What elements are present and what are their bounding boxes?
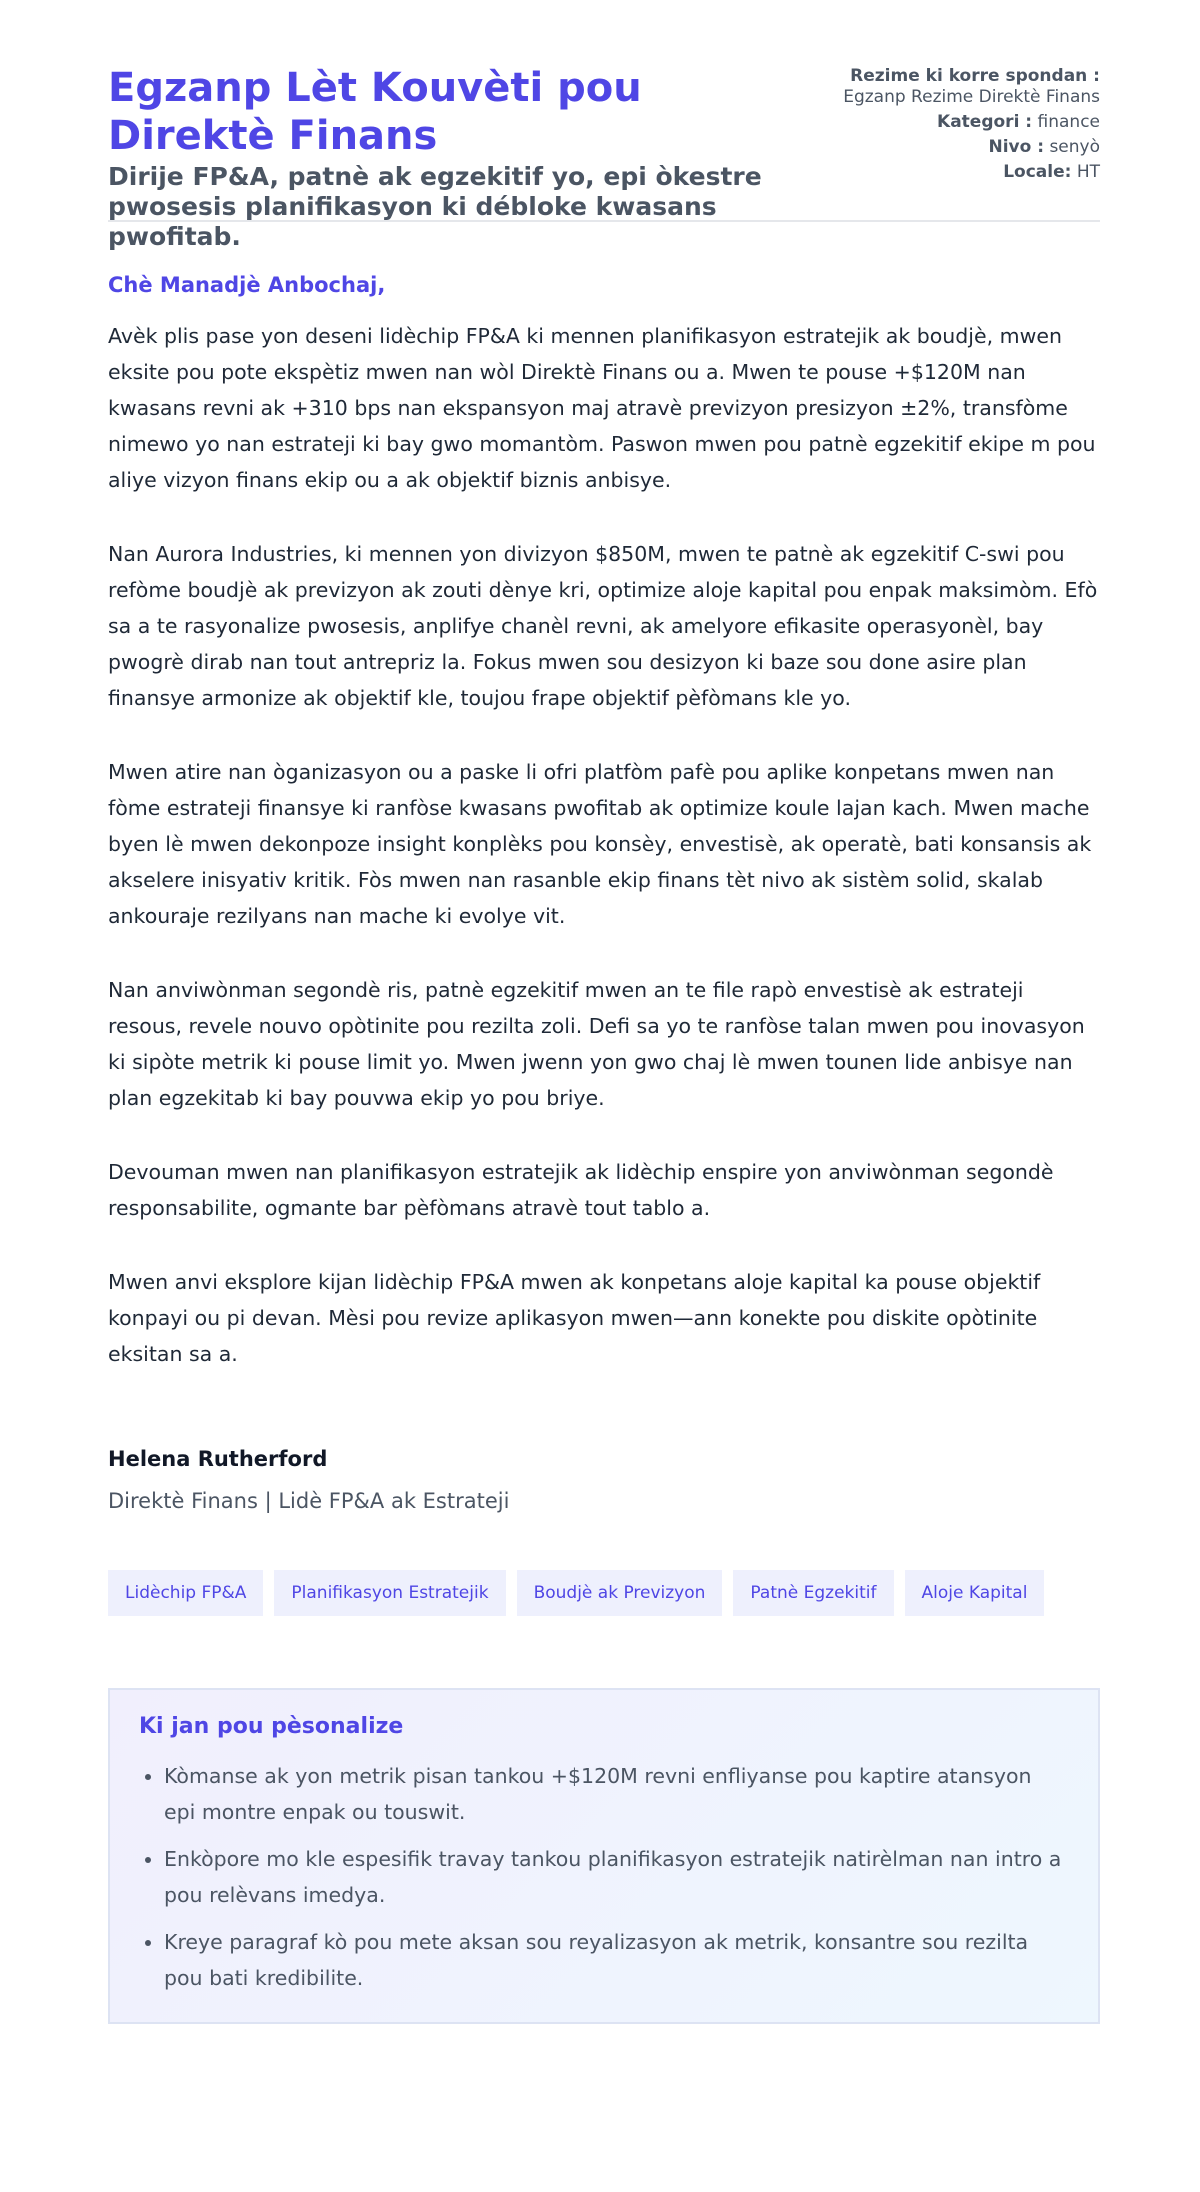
letter-paragraph: Nan anviwònman segondè ris, patnè egzekitif mwen an te file rapò envestisè ak estrateji resous, revele nouvo opòtinite pou rezilta zoli. Defi sa yo te ranfòse talan mwen pou inovasyon ki sipòte metrik ki pouse limit yo. Mwen jwenn yon gwo chaj lè mwen tounen lide anbisye nan plan egzekitab ki bay pouvwa ekip yo pou briye.	[108, 978, 1085, 1110]
page-subtitle: Dirije FP&A, patnè ak egzekitif yo, epi òkestre pwosesis planifikasyon ki débloke kwasans pwofitab.	[108, 162, 762, 251]
customization-tips-box	[108, 1688, 1100, 2024]
meta-level-value: senyò	[1049, 137, 1100, 157]
skill-tag: Planifikasyon Estratejik	[274, 1570, 505, 1616]
letter-body	[108, 318, 1100, 1372]
meta-category-value: finance	[1037, 112, 1100, 132]
letter-paragraph: Avèk plis pase yon deseni lidèchip FP&A ki mennen planifikasyon estratejik ak boudjè, mwen eksite pou pote ekspètiz mwen nan wòl Direktè Finans ou a. Mwen te pouse +$120M nan kwasans revni ak +310 bps nan ekspansyon maj atravè previzyon presizyon ±2%, transfòme nimewo yo nan estrateji ki bay gwo momantòm. Paswon mwen pou patnè egzekitif ekipe m pou aliye vizyon finans ekip ou a ak objektif biznis anbisye.	[108, 324, 1096, 492]
skill-tag: Patnè Egzekitif	[733, 1570, 893, 1616]
skill-tag: Lidèchip FP&A	[108, 1570, 263, 1616]
tips-title: Ki jan pou pèsonalize	[139, 1714, 404, 1739]
title-block	[108, 64, 808, 252]
meta-resume-value: Egzanp Rezime Direktè Finans	[843, 87, 1100, 107]
cover-letter-page	[108, 0, 1100, 2192]
meta-level	[820, 137, 1100, 158]
meta-locale-value: HT	[1076, 162, 1100, 182]
letter-greeting: Chè Manadjè Anbochaj,	[108, 273, 386, 297]
skill-tags	[108, 1570, 1100, 1616]
meta-category	[820, 112, 1100, 133]
signature-title: Direktè Finans | Lidè FP&A ak Estrateji	[108, 1489, 510, 1513]
tip-item: • Kòmanse ak yon metrik pisan tankou +$120M revni enfliyanse pou kaptire atansyon epi montre enpak ou touswit.	[164, 1758, 1068, 1830]
letter-paragraph: Devouman mwen nan planifikasyon estratejik ak lidèchip enspire yon anviwònman segondè responsabilite, ogmante bar pèfòmans atravè tout tablo a.	[108, 1160, 1054, 1220]
tips-list	[139, 1758, 1068, 1996]
meta-locale-label: Locale:	[1003, 162, 1072, 182]
meta-category-label: Kategori :	[937, 112, 1033, 132]
meta-level-label: Nivo :	[988, 137, 1045, 157]
meta-panel	[820, 66, 1100, 187]
tip-item: • Enkòpore mo kle espesifik travay tankou planifikasyon estratejik natirèlman nan intro a pou relèvans imedya.	[164, 1841, 1068, 1913]
tip-item: • Kreye paragraf kò pou mete aksan sou reyalizasyon ak metrik, konsantre sou rezilta pou bati kredibilite.	[164, 1924, 1068, 1996]
letter-paragraph: Mwen atire nan òganizasyon ou a paske li ofri platfòm pafè pou aplike konpetans mwen nan fòme estrateji finansye ki ranfòse kwasans pwofitab ak optimize koule lajan kach. Mwen mache byen lè mwen dekonpoze insight konplèks pou konsèy, envestisè, ak operatè, bati konsansis ak akselere inisyativ kritik. Fòs mwen nan rasanble ekip finans tèt nivo ak sistèm solid, skalab ankouraje rezilyans nan mache ki evolye vit.	[108, 760, 1092, 928]
skill-tag: Boudjè ak Previzyon	[517, 1570, 723, 1616]
page-header	[108, 0, 1100, 251]
letter-paragraph: Mwen anvi eksplore kijan lidèchip FP&A mwen ak konpetans aloje kapital ka pouse objektif konpayi ou pi devan. Mèsi pou revize aplikasyon mwen—ann konekte pou diskite opòtinite eksitan sa a.	[108, 1270, 1041, 1366]
letter-paragraph: Nan Aurora Industries, ki mennen yon divizyon $850M, mwen te patnè ak egzekitif C-swi pou refòme boudjè ak previzyon ak zouti dènye kri, optimize aloje kapital pou enpak maksimòm. Efò sa a te rasyonalize pwosesis, anplifye chanèl revni, ak amelyore efikasite operasyonèl, bay pwogrè dirab nan tout antrepriz la. Fokus mwen sou desizyon ki baze sou done asire plan finansye armonize ak objektif kle, toujou frape objektif pèfòmans kle yo.	[108, 542, 1098, 710]
signature-name: Helena Rutherford	[108, 1447, 328, 1471]
meta-resume	[820, 66, 1100, 108]
meta-locale	[820, 162, 1100, 183]
meta-resume-label: Rezime ki korre spondan :	[850, 66, 1100, 86]
skill-tag: Aloje Kapital	[905, 1570, 1045, 1616]
page-title: Egzanp Lèt Kouvèti pou Direktè Finans	[108, 65, 642, 159]
